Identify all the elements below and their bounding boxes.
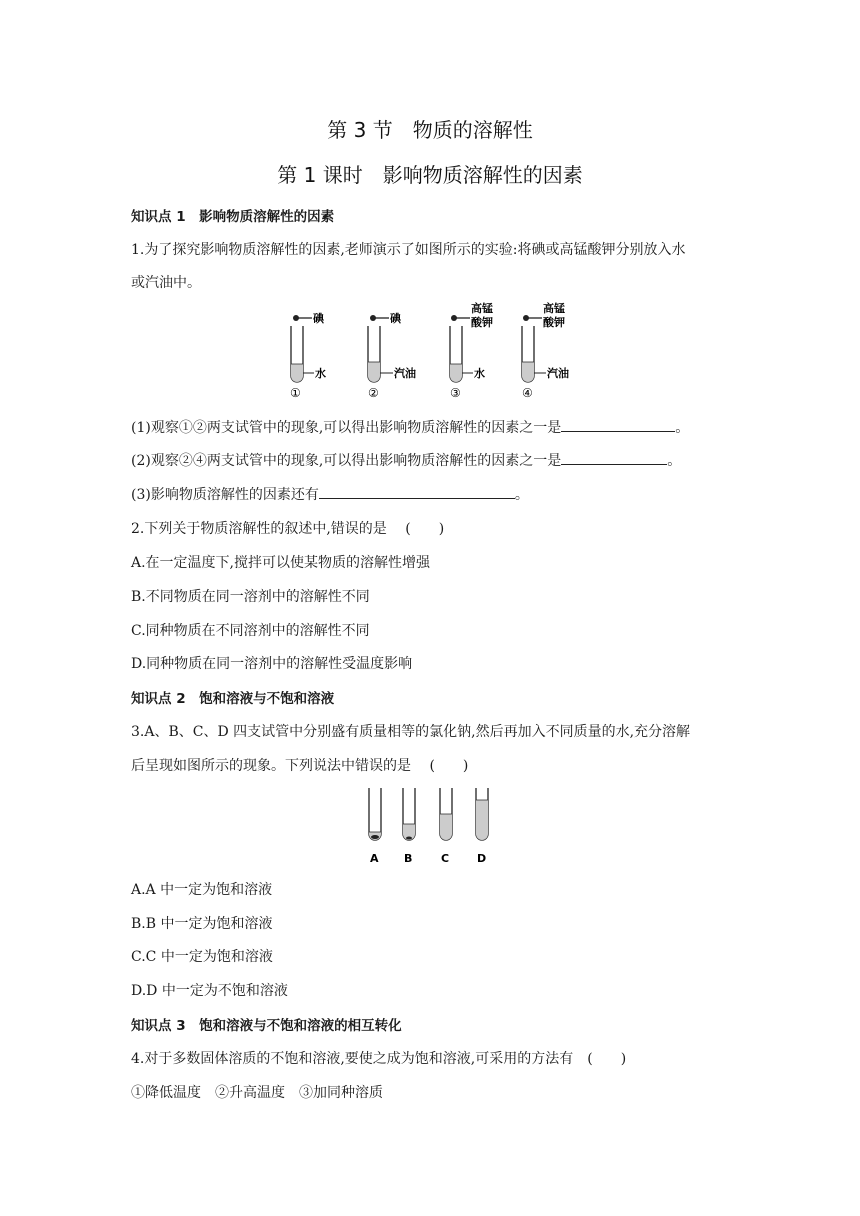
spoon-icon: [523, 315, 529, 321]
end-mark: 。: [667, 453, 682, 469]
q2-option-d: D.同种物质在同一溶剂中的溶解性受温度影响: [131, 656, 413, 672]
end-mark: 。: [675, 420, 690, 436]
spoon-icon: [451, 315, 457, 321]
q3-stem-line2: 后呈现如图所示的现象。下列说法中错误的是 ( ): [131, 758, 469, 774]
knowledge-point-3-heading: 知识点 3 饱和溶液与不饱和溶液的相互转化: [131, 1018, 402, 1034]
answer-blank-1[interactable]: [561, 417, 675, 432]
q1-test-tube-figure: [280, 298, 580, 400]
q3-option-c: C.C 中一定为饱和溶液: [131, 949, 273, 965]
undissolved-solid: [371, 835, 379, 839]
test-tube-2: [368, 311, 416, 400]
tube-3-solute-label-line1: 高锰: [471, 302, 493, 315]
q2-stem: 2.下列关于物质溶解性的叙述中,错误的是 ( ): [131, 521, 445, 537]
tube-2-solvent-label: 汽油: [394, 367, 416, 380]
test-tube-b: [403, 788, 415, 865]
spoon-icon: [370, 315, 376, 321]
test-tube-d: [476, 788, 488, 865]
q1-sub2-text: (2)观察②④两支试管中的现象,可以得出影响物质溶解性的因素之一是: [131, 453, 562, 469]
test-tube-c: [440, 788, 452, 865]
q1-sub1: [131, 417, 689, 437]
tube-d-label: D: [477, 852, 487, 865]
tube-4-number: ④: [522, 386, 533, 400]
q2-option-c: C.同种物质在不同溶剂中的溶解性不同: [131, 623, 370, 639]
tube-a-label: A: [370, 852, 379, 865]
test-tube-1: [290, 311, 326, 400]
q2-option-b: B.不同物质在同一溶剂中的溶解性不同: [131, 589, 370, 605]
tube-2-number: ②: [368, 386, 379, 400]
tube-c-label: C: [441, 852, 450, 865]
q1-stem-line2: 或汽油中。: [131, 275, 201, 291]
tube-4-solute-label-line1: 高锰: [543, 302, 565, 315]
q1-sub3: [131, 484, 529, 504]
tube-3-number: ③: [450, 386, 461, 400]
tube-4-solute-label-line2: 酸钾: [543, 316, 565, 329]
answer-blank-3[interactable]: [319, 484, 515, 499]
q3-option-b: B.B 中一定为饱和溶液: [131, 916, 273, 932]
q1-sub2: [131, 450, 681, 470]
q3-option-d: D.D 中一定为不饱和溶液: [131, 983, 288, 999]
q1-sub3-text: (3)影响物质溶解性的因素还有: [131, 487, 319, 503]
end-mark: 。: [514, 487, 529, 503]
q1-sub1-text: (1)观察①②两支试管中的现象,可以得出影响物质溶解性的因素之一是: [131, 420, 562, 436]
undissolved-solid: [406, 837, 412, 840]
test-tube-a: [369, 788, 381, 865]
q2-option-a: A.在一定温度下,搅拌可以使某物质的溶解性增强: [131, 555, 431, 571]
section-title: 第 3 节 物质的溶解性: [327, 118, 533, 142]
tube-3-solute-label-line2: 酸钾: [471, 316, 493, 329]
q4-stem: 4.对于多数固体溶质的不饱和溶液,要使之成为饱和溶液,可采用的方法有 ( ): [131, 1051, 627, 1067]
tube-1-solvent-label: 水: [315, 367, 326, 380]
answer-blank-2[interactable]: [561, 450, 667, 465]
tube-2-solute-label: 碘: [390, 312, 401, 325]
q1-stem-line1: 1.为了探究影响物质溶解性的因素,老师演示了如图所示的实验:将碘或高锰酸钾分别放入水: [131, 242, 686, 258]
knowledge-point-1-heading: 知识点 1 影响物质溶解性的因素: [131, 209, 335, 225]
q3-test-tube-figure: [360, 784, 500, 866]
tube-1-number: ①: [290, 386, 301, 400]
q4-methods: ①降低温度 ②升高温度 ③加同种溶质: [131, 1085, 383, 1101]
test-tube-3: [450, 301, 493, 400]
tube-3-solvent-label: 水: [474, 367, 485, 380]
spoon-icon: [293, 315, 299, 321]
tube-1-solute-label: 碘: [313, 312, 324, 325]
q3-option-a: A.A 中一定为饱和溶液: [131, 882, 273, 898]
tube-4-solvent-label: 汽油: [547, 367, 569, 380]
test-tube-4: [522, 301, 569, 400]
lesson-title: 第 1 课时 影响物质溶解性的因素: [277, 163, 583, 187]
tube-b-label: B: [404, 852, 413, 865]
q3-stem-line1: 3.A、B、C、D 四支试管中分别盛有质量相等的氯化钠,然后再加入不同质量的水,充分溶解: [131, 724, 691, 740]
knowledge-point-2-heading: 知识点 2 饱和溶液与不饱和溶液: [131, 691, 335, 707]
